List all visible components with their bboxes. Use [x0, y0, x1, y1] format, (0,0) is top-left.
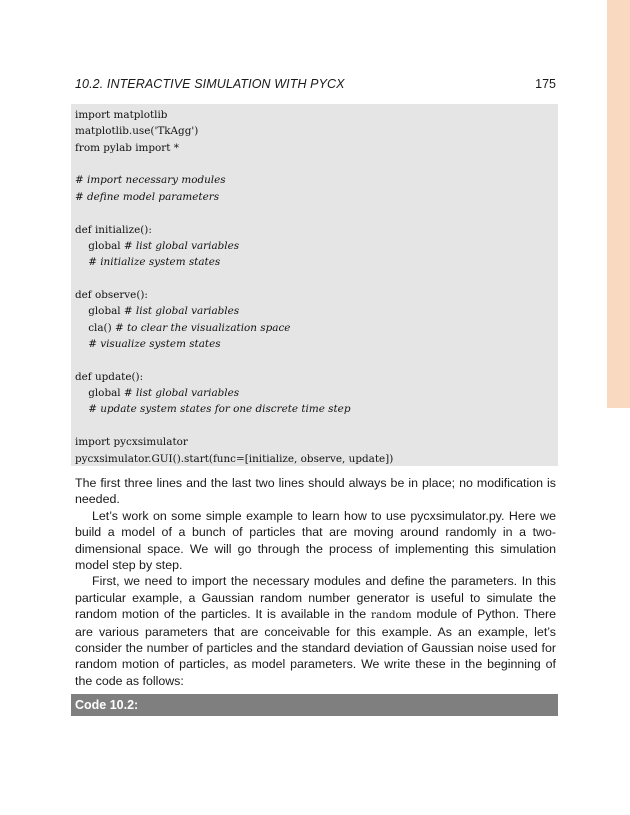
code-line [75, 401, 558, 417]
code-line [75, 238, 558, 254]
inline-code-random: random [371, 609, 412, 622]
paragraph-3-text-start: First, we need to import the necessary modules and define the parameters. In this particular example, a Gaussian random number generator is useful to simulate the random motion of the particles. It is available in the [75, 574, 556, 622]
code-caption [71, 694, 558, 716]
paragraph-3-text-end: module of Python. There are various parameters that are conceivable for this example. As an example, let’s consider the number of particles and the standard deviation of Gaussian noise used for random motion of particles, as model parameters. We write these in the beginning of the code as follows: [75, 607, 556, 688]
paragraph-3 [75, 573, 556, 689]
code-line [75, 123, 558, 139]
code-line [75, 107, 558, 123]
code-text: import matplotlib [75, 109, 168, 121]
code-line [75, 336, 558, 352]
code-text: def initialize(): [75, 223, 152, 236]
code-line [75, 352, 558, 368]
code-line [75, 140, 558, 156]
code-line [75, 369, 558, 385]
paragraph-1: The first three lines and the last two lines should always be in place; no modification is needed. [75, 476, 556, 507]
code-comment: # update system states for one discrete time step [88, 403, 351, 416]
code-line [75, 320, 558, 336]
code-line [75, 189, 558, 205]
code-text: import pycxsimulator [75, 436, 188, 449]
code-line [75, 271, 558, 287]
code-caption-label: Code 10.2: [75, 698, 139, 712]
code-comment: # list global variables [123, 387, 240, 400]
code-line [75, 222, 558, 238]
code-text: pycxsimulator.GUI().start(func=[initialize, observe, update]) [75, 452, 394, 465]
chapter-side-tab [607, 0, 630, 408]
code-text: global [75, 239, 124, 252]
code-line [75, 205, 558, 221]
code-listing [71, 104, 558, 466]
code-line [75, 385, 558, 401]
code-text [75, 256, 88, 268]
code-text: matplotlib.use('TkAgg') [75, 125, 199, 138]
code-text [75, 403, 88, 415]
code-text: def observe(): [75, 288, 148, 301]
code-text: def update(): [75, 370, 144, 383]
code-comment: # list global variables [123, 239, 240, 252]
code-text: global [75, 387, 124, 400]
code-line [75, 434, 558, 450]
code-text [75, 338, 88, 350]
code-line [75, 418, 558, 434]
code-text: cla() [75, 321, 115, 334]
running-header [75, 75, 556, 93]
body-text [75, 475, 556, 689]
code-comment: # import necessary modules [75, 174, 226, 187]
code-comment: # list global variables [123, 305, 240, 318]
code-line [75, 254, 558, 270]
code-line [75, 303, 558, 319]
code-text: global [75, 305, 124, 318]
code-line [75, 287, 558, 303]
header-title: 10.2. INTERACTIVE SIMULATION WITH PYCX [75, 77, 345, 91]
page-number: 175 [535, 77, 556, 91]
code-line [75, 172, 558, 188]
code-line [75, 156, 558, 172]
code-comment: # to clear the visualization space [114, 321, 291, 334]
code-line [75, 451, 558, 467]
code-comment: # define model parameters [75, 190, 220, 203]
paragraph-2: Let’s work on some simple example to learn how to use pycxsimulator.py. Here we build a model of a bunch of particles that are moving around randomly in a two-dimensional space. We will go through the process of implementing this simulation model step by step. [75, 508, 556, 573]
code-comment: # visualize system states [88, 338, 221, 351]
code-comment: # initialize system states [88, 256, 221, 269]
code-text: from pylab import * [75, 141, 179, 154]
